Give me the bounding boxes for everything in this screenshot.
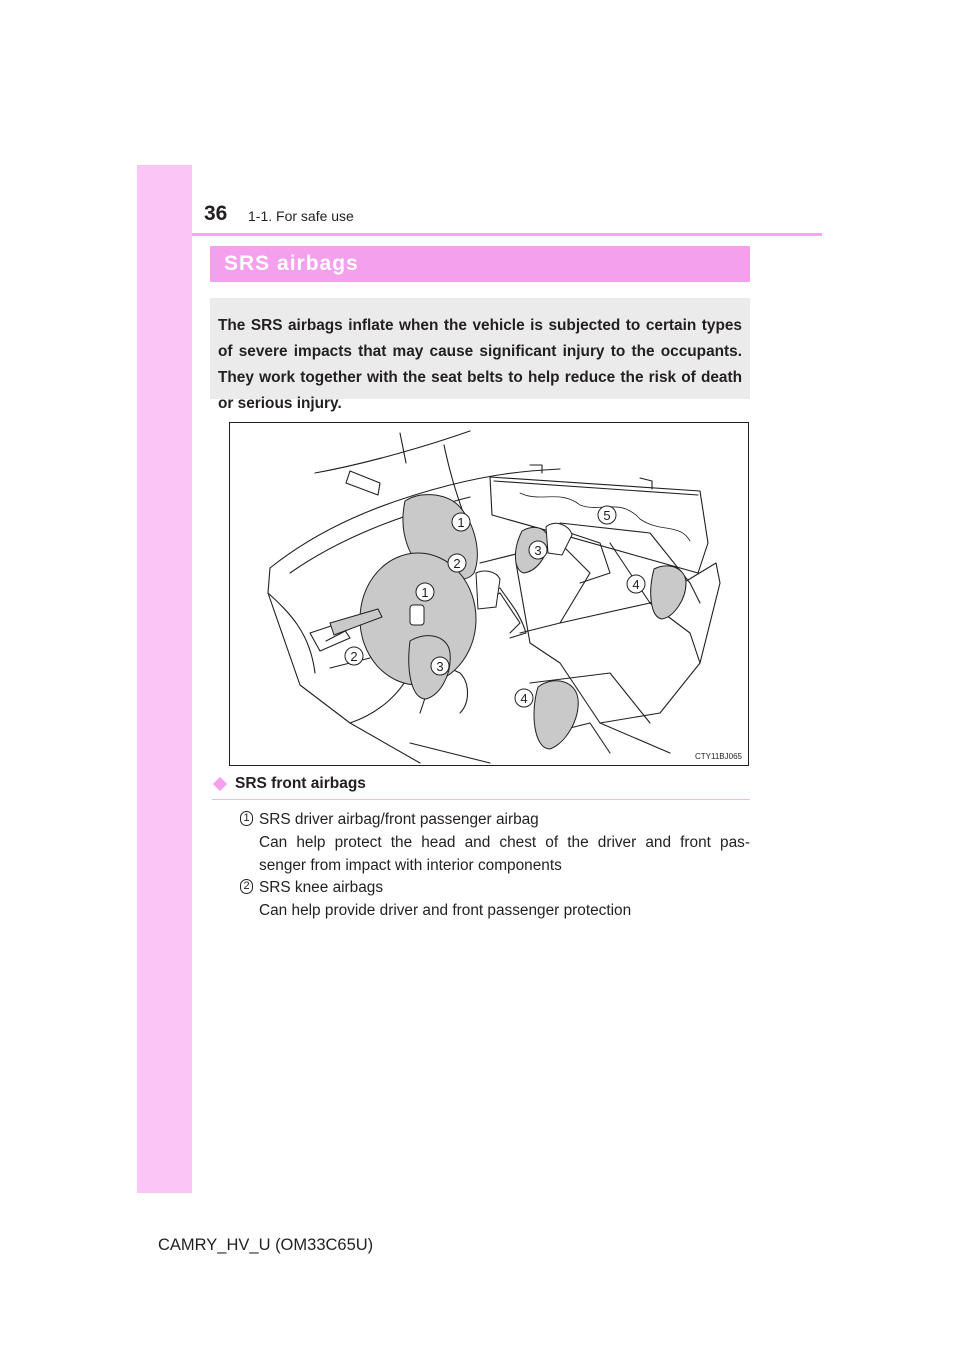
- page-title: SRS airbags: [224, 252, 359, 275]
- car-interior-illustration: [230, 423, 748, 765]
- figure-code: CTY11BJ065: [695, 752, 742, 761]
- subsection-title: SRS front airbags: [235, 775, 366, 792]
- intro-box: [210, 298, 750, 412]
- item-heading: SRS knee airbags: [259, 879, 384, 896]
- callout-1-upper: [452, 513, 470, 531]
- callout-label: 1: [457, 515, 465, 530]
- item-body: [259, 876, 750, 922]
- callout-label: 1: [421, 585, 429, 600]
- footer-model-code: CAMRY_HV_U (OM33C65U): [158, 1236, 374, 1254]
- title-bar: [210, 246, 750, 282]
- list-item: [240, 876, 750, 922]
- list-item: [240, 808, 750, 877]
- item-text-line: Can help protect the head and chest of the driver and front pas-: [259, 834, 750, 851]
- callout-label: 2: [350, 649, 358, 664]
- item-number-badge: 2: [240, 879, 253, 894]
- item-heading: SRS driver airbag/front passenger airbag: [259, 811, 539, 828]
- callout-3-upper: [529, 541, 547, 559]
- callout-label: 4: [632, 577, 640, 592]
- item-body: [259, 808, 750, 877]
- callout-2-lower: [345, 647, 363, 665]
- callout-2-upper: [448, 554, 466, 572]
- diamond-icon: [213, 776, 227, 790]
- callout-label: 3: [534, 543, 542, 558]
- callout-label: 5: [603, 508, 611, 523]
- item-number-badge: 1: [240, 811, 253, 826]
- chapter-side-band: [137, 165, 192, 1193]
- subsection-header: [212, 774, 750, 800]
- callout-4-lower: [515, 689, 533, 707]
- callout-label: 3: [436, 659, 444, 674]
- item-text-line: senger from impact with interior components: [259, 857, 562, 874]
- header-rule: [192, 233, 822, 236]
- callout-3-lower: [431, 657, 449, 675]
- callout-label: 2: [453, 556, 461, 571]
- item-text-line: Can help provide driver and front passenger protection: [259, 902, 632, 919]
- airbag-figure: [229, 422, 749, 766]
- callout-4-right: [627, 575, 645, 593]
- intro-text: The SRS airbags inflate when the vehicle is subjected to certain types of severe impacts that may cause significant injury to the occupants. They work together with the seat belts to help reduce the risk of death or serious injury.: [218, 317, 742, 412]
- page-number: 36: [204, 202, 228, 225]
- callout-label: 4: [520, 691, 528, 706]
- callout-1-lower: [416, 583, 434, 601]
- callout-5: [598, 506, 616, 524]
- section-label: 1-1. For safe use: [248, 208, 354, 224]
